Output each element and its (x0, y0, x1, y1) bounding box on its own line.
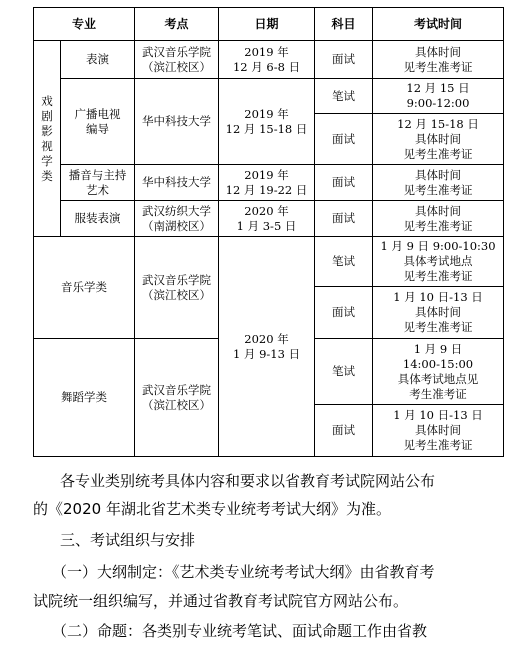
subject-cell: 笔试 (315, 339, 373, 405)
venue-cell: 武汉纺织大学 （南湖校区） (135, 201, 219, 237)
drama-category: 戏 剧 影 视 学 类 (34, 41, 61, 237)
section-heading: 三、考试组织与安排 (60, 531, 196, 549)
subject-cell: 面试 (315, 114, 373, 165)
time-cell: 1 月 9 日 9:00-10:30 具体考试地点 见考生准考证 (373, 237, 504, 287)
time-cell: 12 月 15 日 9:00-12:00 (373, 79, 504, 114)
time-cell: 1 月 10 日-13 日 具体时间 见考生准考证 (373, 405, 504, 457)
time-cell: 1 月 9 日 14:00-15:00 具体考试地点见 考生准考证 (373, 339, 504, 405)
subject-cell: 面试 (315, 41, 373, 79)
subject-cell: 面试 (315, 201, 373, 237)
subject-cell: 笔试 (315, 237, 373, 287)
body-paragraph-line: （一）大纲制定：《艺术类专业统考考试大纲》由省教育考 (52, 563, 435, 581)
time-cell: 具体时间 见考生准考证 (373, 41, 504, 79)
body-paragraph-line: 各专业类别统考具体内容和要求以省教育考试院网站公布 (60, 472, 436, 490)
date-cell: 2020 年 1 月 3-5 日 (219, 201, 315, 237)
venue-cell: 武汉音乐学院 （滨江校区） (135, 237, 219, 339)
time-cell: 具体时间 见考生准考证 (373, 165, 504, 201)
header-subject: 科目 (315, 8, 373, 41)
major-cell: 音乐学类 (34, 237, 135, 339)
date-cell: 2019 年 12 月 19-22 日 (219, 165, 315, 201)
subject-cell: 笔试 (315, 79, 373, 114)
date-cell: 2020 年 1 月 9-13 日 (219, 237, 315, 457)
venue-cell: 武汉音乐学院 （滨江校区） (135, 41, 219, 79)
header-time: 考试时间 (373, 8, 504, 41)
major-cell: 舞蹈学类 (34, 339, 135, 457)
major-cell: 表演 (61, 41, 135, 79)
major-cell: 播音与主持 艺术 (61, 165, 135, 201)
date-cell: 2019 年 12 月 6-8 日 (219, 41, 315, 79)
time-cell: 具体时间 见考生准考证 (373, 201, 504, 237)
exam-schedule-table (33, 7, 504, 457)
subject-cell: 面试 (315, 287, 373, 339)
body-paragraph-line: （二）命题：各类别专业统考笔试、面试命题工作由省教 (52, 622, 428, 640)
venue-cell: 武汉音乐学院 （滨江校区） (135, 339, 219, 457)
date-cell: 2019 年 12 月 15-18 日 (219, 79, 315, 165)
major-cell: 服装表演 (61, 201, 135, 237)
venue-cell: 华中科技大学 (135, 79, 219, 165)
subject-cell: 面试 (315, 165, 373, 201)
header-venue: 考点 (135, 8, 219, 41)
venue-cell: 华中科技大学 (135, 165, 219, 201)
time-cell: 12 月 15-18 日 具体时间 见考生准考证 (373, 114, 504, 165)
time-cell: 1 月 10 日-13 日 具体时间 见考生准考证 (373, 287, 504, 339)
subject-cell: 面试 (315, 405, 373, 457)
header-major: 专业 (34, 8, 135, 41)
major-cell: 广播电视 编导 (61, 79, 135, 165)
header-date: 日期 (219, 8, 315, 41)
body-paragraph-line: 的《2020 年湖北省艺术类专业统考考试大纲》为准。 (33, 500, 391, 518)
body-paragraph-line: 试院统一组织编写，并通过省教育考试院官方网站公布。 (33, 592, 409, 610)
